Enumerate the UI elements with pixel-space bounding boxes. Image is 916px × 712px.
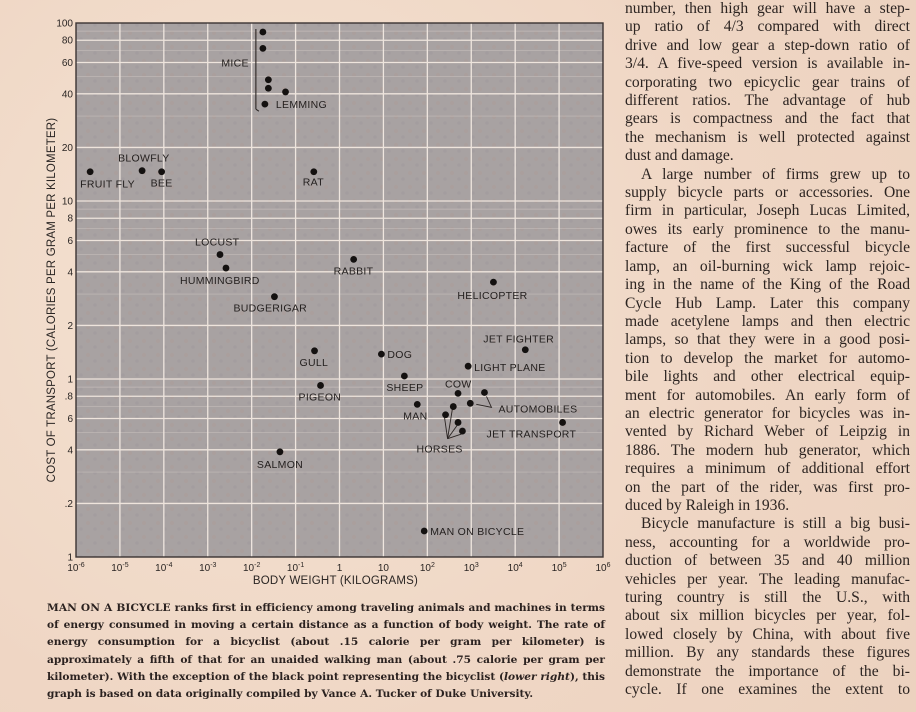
article-line: corporating two epicyclic gear trains of [625,73,910,91]
point-horse-4 [459,428,466,435]
point-automobile-2 [481,389,488,396]
caption-text-1: ranks first in efficiency among traveling animals and machines in terms of energy consumed in moving a certain distance as a function of body weight. The rate of energy consumption for a bicyclist (about .15 calorie per gram per kilometer) is approximately a fifth of that for an unaided walking man (about .75 calorie per gram per kilometer). With the exception of the black point representing the bicyclist ( [47,602,605,683]
article-line: million. By any standards these figures [625,644,910,662]
article-line: bile lights and other electrical equip- [625,368,910,386]
article-line: Bicycle manufacture is still a big busi- [641,515,910,533]
label-sheep: SHEEP [386,381,424,394]
article-line: vehicles per year. The leading manufac- [625,570,910,588]
label-locust: LOCUST [194,236,240,249]
point-locust [217,251,224,258]
article-line: supply bicycle parts or accessories. One [625,184,910,202]
point-mouse-3 [265,76,272,83]
label-jet-fighter: JET FIGHTER [483,333,555,346]
label-gull: GULL [299,356,329,369]
article-column [625,0,910,699]
y-tick-label: 4 [67,267,73,279]
x-tick-label: $10^5$ [551,562,567,574]
x-tick-label: $10^6$ [595,562,611,574]
y-tick-label: 100 [56,18,73,30]
x-axis-ticks [67,562,610,574]
point-horse-2 [442,411,449,418]
y-tick-label: 1 [67,374,73,386]
article-line: the mechanism is well protected against [625,128,910,146]
x-tick-label: $10^{-1}$ [286,562,305,574]
y-tick-label: 20 [61,142,73,154]
article-line: an electric generator for bicycles was in- [625,404,910,422]
label-fruit-fly: FRUIT FLY [80,178,135,191]
label-helicopter: HELICOPTER [457,290,528,303]
y-tick-label: 60 [61,57,73,69]
article-line: about six million bicycles per year, fol- [625,607,910,625]
article-line: dust and damage. [625,147,734,165]
x-tick-label: $10^3$ [463,562,479,574]
caption-italic: lower right [504,670,570,683]
point-man [414,401,421,408]
point-salmon [277,448,284,455]
article-line: 3/4. A five-speed version is available in- [625,55,910,73]
point-jet-transport [559,419,566,426]
point-cow [455,390,462,397]
article-line: lowed closely by China, with about five [625,625,910,643]
point-fruit-fly [87,168,94,175]
article-line: facture of the first successful bicycle [625,239,910,257]
y-tick-label: .8 [64,391,73,403]
x-tick-label: 10 [377,563,389,574]
label-rabbit: RABBIT [333,265,374,278]
y-tick-label: 40 [61,89,73,101]
article-line: vented by Richard Weber of Leipzig in [625,423,910,441]
figure-caption [47,600,605,703]
y-axis-ticks [56,19,73,564]
article-line: turing country is still the U.S., with [625,589,910,606]
point-lemming [261,101,268,108]
label-light-plane: LIGHT PLANE [474,362,546,375]
article-line: made acetylene lamps and then electric [625,312,910,330]
label-rat: RAT [302,176,324,189]
label-horses: HORSES [416,443,463,456]
point-dog [378,351,385,358]
y-axis-title: COST OF TRANSPORT (CALORIES PER GRAM PER KILOMETER) [46,117,58,483]
x-tick-label: 1 [336,563,343,574]
x-tick-label: $10^2$ [419,562,435,574]
point-mouse-2 [259,45,266,52]
x-tick-label: $10^4$ [507,562,523,574]
article-line: cycle. If one examines the extent to [625,681,910,699]
article-line: ing in the name of the King of the Road [625,276,910,294]
article-line: requires a minimum of additional effort [625,460,910,478]
point-man-on-bicycle [421,528,428,535]
label-blowfly: BLOWFLY [118,152,170,165]
y-tick-label: 10 [61,196,73,208]
point-mouse-1 [259,29,266,36]
point-jet-fighter [522,346,529,353]
label-pigeon: PIGEON [298,391,342,404]
label-cow: COW [445,378,472,391]
label-hummingbird: HUMMINGBIRD [179,275,260,288]
x-tick-label: $10^{-4}$ [155,562,173,574]
x-tick-label: $10^{-6}$ [67,562,85,574]
label-man: MAN [403,410,428,423]
label-dog: DOG [387,349,413,362]
article-line: owes its early prominence to the manu- [625,220,910,238]
label-salmon: SALMON [256,458,304,471]
y-tick-label: 6 [67,413,73,425]
x-tick-label: $10^{-5}$ [111,562,129,574]
point-automobile-1 [467,400,474,407]
y-tick-label: 4 [67,445,73,457]
point-sheep [401,373,408,380]
article-line: up ratio of 4/3 compared with direct [625,18,910,36]
article-line: tion to develop the market for automo- [625,349,910,367]
article-line: firm in particular, Joseph Lucas Limited, [625,202,910,220]
label-lemming: LEMMING [275,99,327,112]
y-tick-label: 2 [67,320,73,332]
point-rabbit [350,256,357,263]
point-blowfly [139,167,146,174]
label-mice: MICE [221,57,249,70]
point-bee [158,168,165,175]
article-line: number, then high gear will have a step- [625,0,910,17]
article-line: A large number of firms grew up to [641,165,910,183]
article-line: drive and low gear a step-down ratio of [625,36,910,54]
point-hummingbird [223,265,230,272]
caption-lead: MAN ON A BICYCLE [47,602,171,614]
point-mouse-4 [265,85,272,92]
label-bee: BEE [150,177,173,190]
y-tick-label: .2 [64,498,73,510]
label-budgerigar: BUDGERIGAR [233,302,308,315]
article-line: duction of between 35 and 40 million [625,552,910,570]
point-budgerigar [271,293,278,300]
y-tick-label: 8 [67,213,73,225]
point-gull [311,347,318,354]
article-line: lamp, an oil-burning wick lamp rejoic- [625,257,910,275]
y-tick-label: 1 [67,552,73,564]
label-automobiles: AUTOMOBILES [498,403,578,416]
point-rat [310,168,317,175]
point-pigeon [317,382,324,389]
article-line: on the part of the rider, was first pro- [625,478,910,496]
label-man-on-bicycle: MAN ON BICYCLE [430,525,525,538]
article-line: different ratios. The advantage of hub [625,92,910,110]
point-mouse-5 [282,89,289,96]
article-line: demonstrate the importance of the bi- [625,662,910,680]
x-tick-label: $10^{-3}$ [199,562,217,574]
article-line: ness, accounting for a worldwide pro- [625,533,910,551]
y-tick-label: 80 [61,35,73,47]
article-line: gears is compactness and the fact that [625,110,910,128]
caption-text-2: ), this graph is based on data originally compiled by Vance A. Tucker of Duke University. [47,670,605,701]
label-jet-transport: JET TRANSPORT [486,428,577,441]
point-horse-3 [455,419,462,426]
point-helicopter [490,279,497,286]
x-tick-label: $10^{-2}$ [242,562,261,574]
x-axis-title: BODY WEIGHT (KILOGRAMS) [252,575,419,587]
article-line: Cycle Hub Lamp. Later this company [625,294,910,312]
article-line: lamps, so that they were in a good posi- [625,331,910,349]
point-horse-1 [450,403,457,410]
article-line: 1886. The modern hub generator, which [625,441,910,459]
article-line: duced by Raleigh in 1936. [625,496,790,514]
point-light-plane [465,363,472,370]
y-tick-label: 6 [67,235,73,247]
article-line: ment for automobiles. An early form of [625,386,910,404]
